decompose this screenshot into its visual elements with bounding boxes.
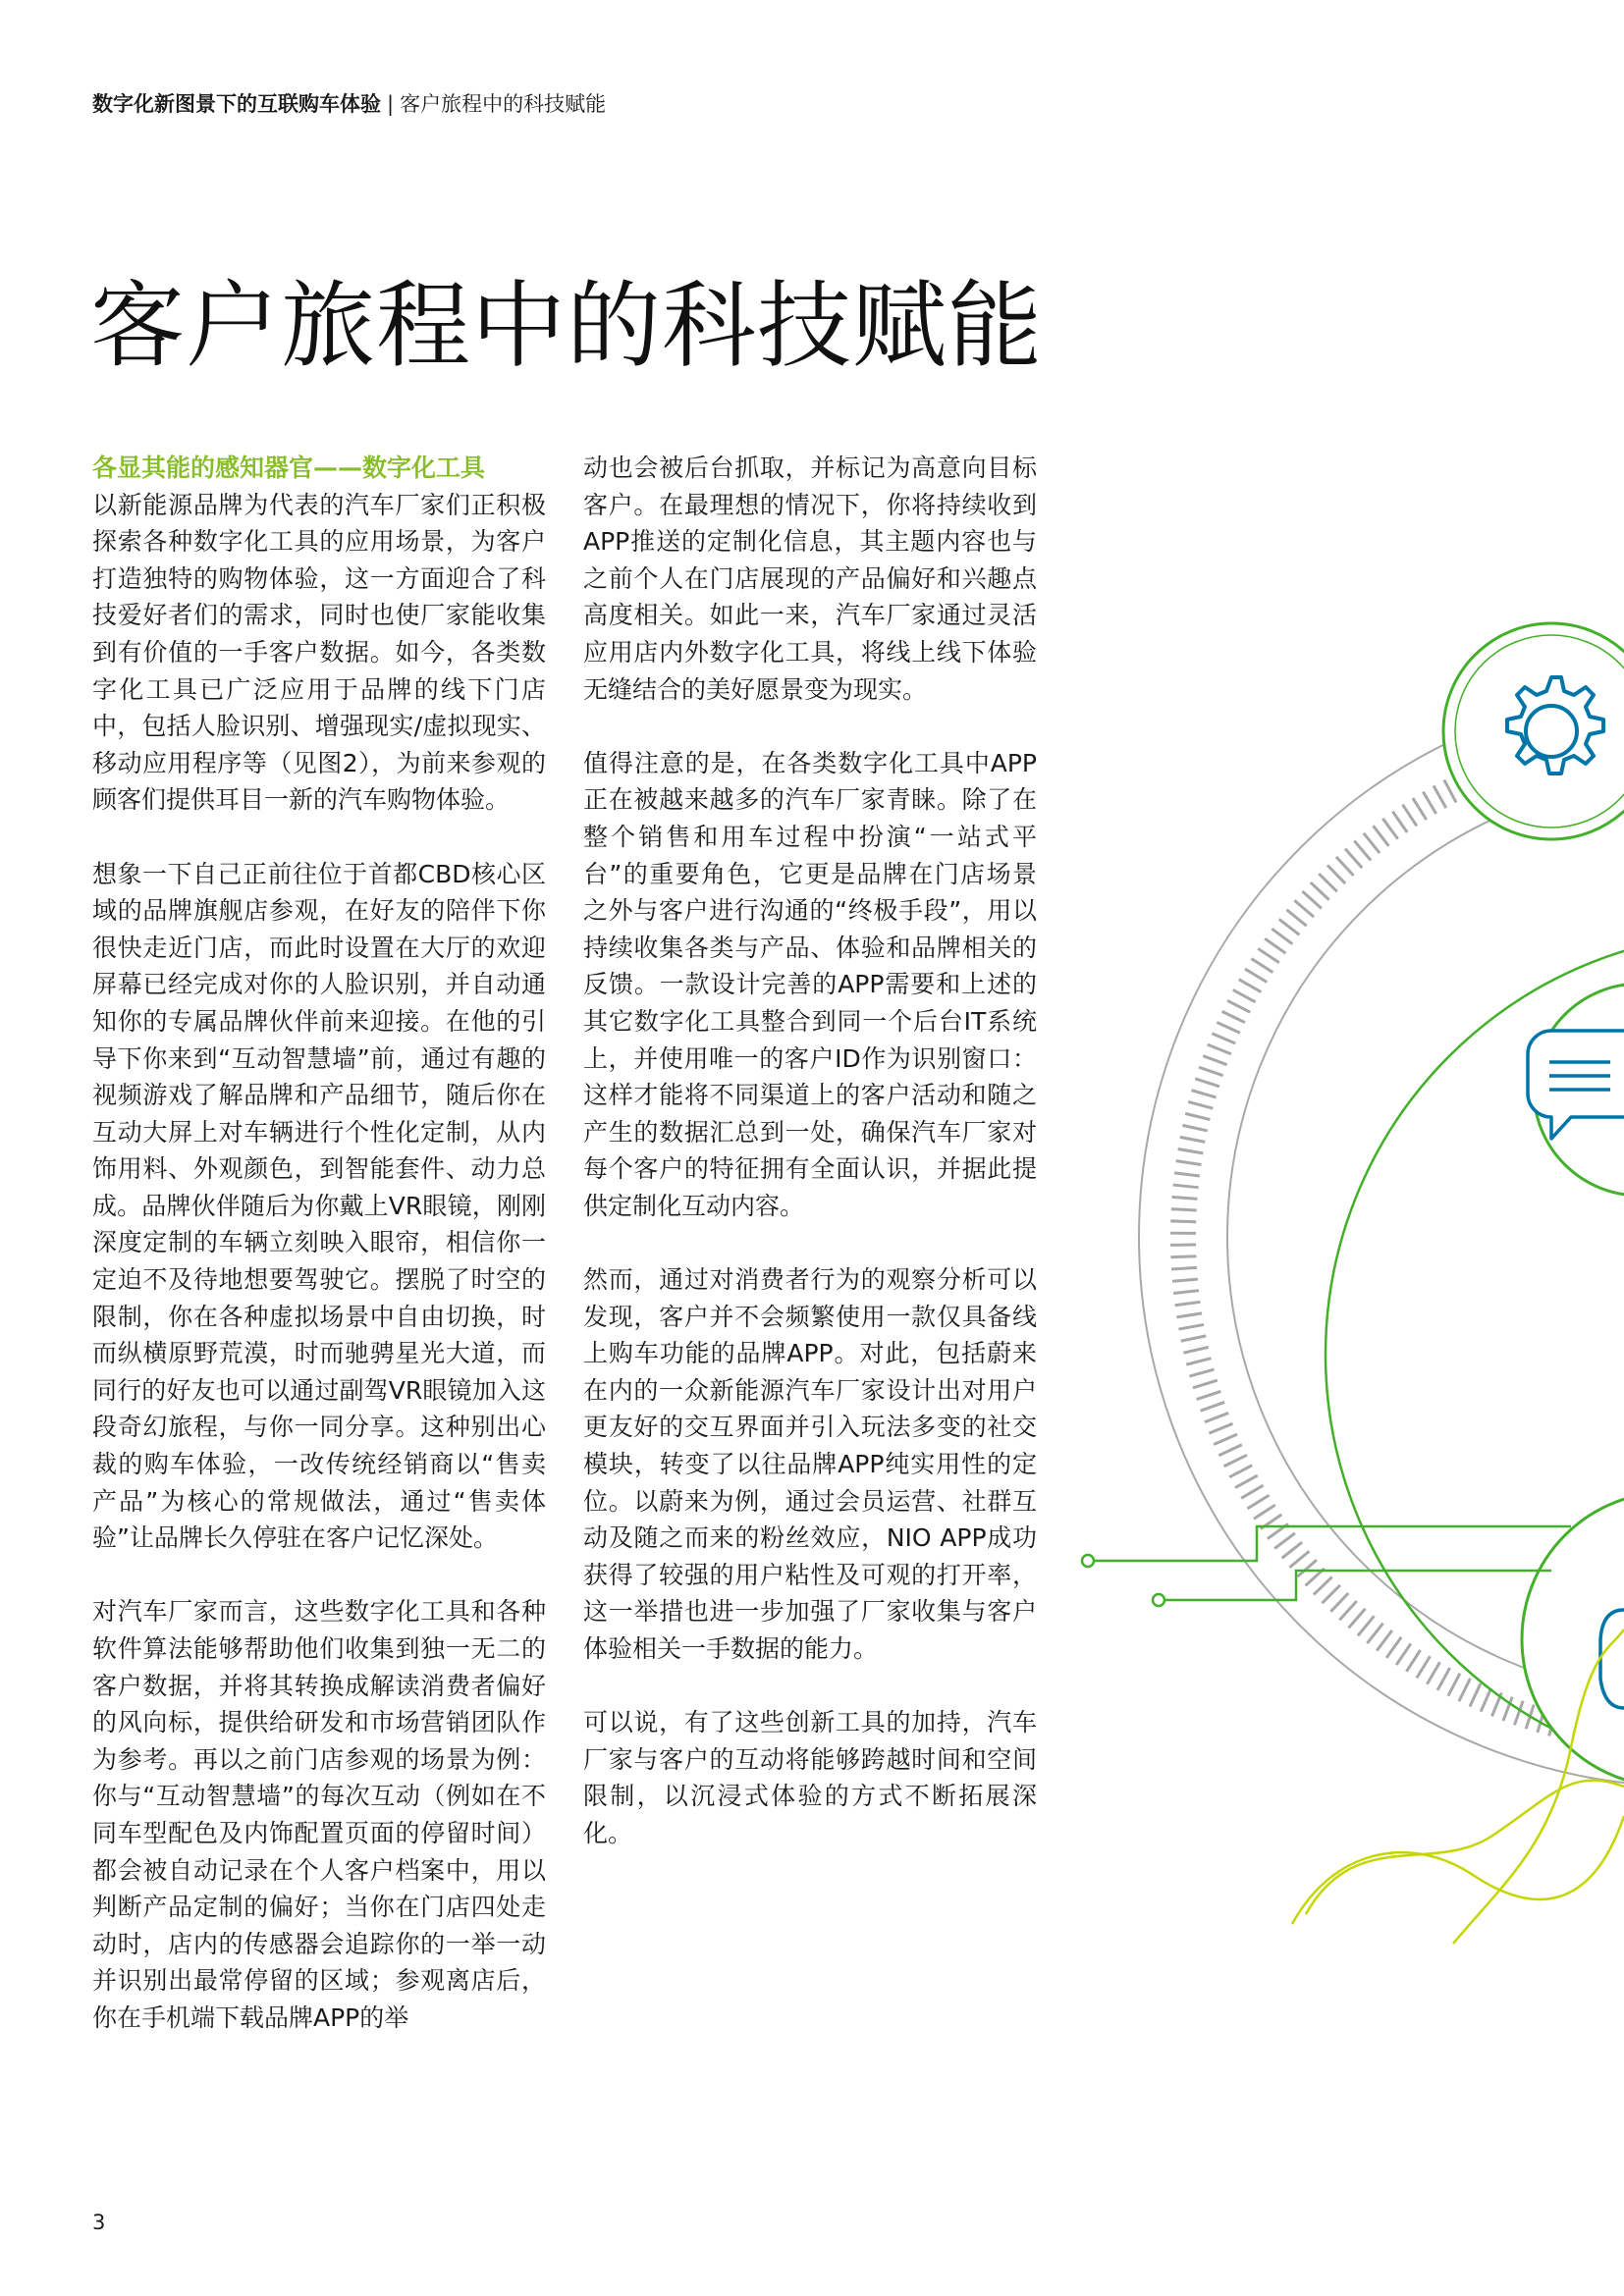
- paragraph-4: 动也会被后台抓取，并标记为高意向目标客户。在最理想的情况下，你将持续收到APP推送的定制化信息，其主题内容也与之前个人在门店展现的产品偏好和兴趣点高度相关。如此一来，汽车厂家通过灵活应用店内外数字化工具，将线上线下体验无缝结合的美好愿景变为现实。: [583, 454, 1037, 704]
- header-sub: 客户旅程中的科技赋能: [400, 92, 607, 116]
- header-main: 数字化新图景下的互联购车体验: [92, 92, 381, 116]
- paragraph-3: 对汽车厂家而言，这些数字化工具和各种软件算法能够帮助他们收集到独一无二的客户数据，并将其转换成解读消费者偏好的风向标，提供给研发和市场营销团队作为参考。再以之前门店参观的场景为例：你与“互动智慧墙”的每次互动（例如在不同车型配色及内饰配置页面的停留时间）都会被自动记录在个人客户档案中，用以判断产品定制的偏好；当你在门店四处走动时，店内的传感器会追踪你的一举一动并识别出最常停留的区域；参观离店后，你在手机端下载品牌APP的举: [92, 1597, 546, 2032]
- left-column: [92, 450, 546, 2073]
- page-number: 3: [92, 2211, 106, 2234]
- paragraph-6: 然而，通过对消费者行为的观察分析可以发现，客户并不会频繁使用一款仅具备线上购车功能的品牌APP。对此，包括蔚来在内的一众新能源汽车厂家设计出对用户更友好的交互界面并引入玩法多变的社交模块，转变了以往品牌APP纯实用性的定位。以蔚来为例，通过会员运营、社群互动及随之而来的粉丝效应，NIO APP成功获得了较强的用户粘性及可观的打开率，这一举措也进一步加强了厂家收集与客户体验相关一手数据的能力。: [583, 1265, 1037, 1663]
- page-title: 客户旅程中的科技赋能: [90, 271, 1043, 381]
- chat-node: [1528, 984, 1624, 1196]
- paragraph-7: 可以说，有了这些创新工具的加持，汽车厂家与客户的互动将能够跨越时间和空间限制，以沉浸式体验的方式不断拓展深化。: [583, 1708, 1037, 1847]
- right-column: [583, 450, 1037, 1889]
- running-header: [92, 90, 606, 118]
- header-separator: |: [387, 92, 395, 116]
- section-subheading: 各显其能的感知器官——数字化工具: [92, 454, 486, 482]
- tech-illustration: [1060, 609, 1624, 1983]
- circuit-lines: [1082, 1526, 1571, 1606]
- paragraph-2: 想象一下自己正前往位于首都CBD核心区域的品牌旗舰店参观，在好友的陪伴下你很快走近门店，而此时设置在大厅的欢迎屏幕已经完成对你的人脸识别，并自动通知你的专属品牌伙伴前来迎接。在他的引导下你来到“互动智慧墙”前，通过有趣的视频游戏了解品牌和产品细节，随后你在互动大屏上对车辆进行个性化定制，从内饰用料、外观颜色，到智能套件、动力总成。品牌伙伴随后为你戴上VR眼镜，刚刚深度定制的车辆立刻映入眼帘，相信你一定迫不及待地想要驾驶它。摆脱了时空的限制，你在各种虚拟场景中自由切换，时而纵横原野荒漠，时而驰骋星光大道，而同行的好友也可以通过副驾VR眼镜加入这段奇幻旅程，与你一同分享。这种别出心裁的购车体验，一改传统经销商以“售卖产品”为核心的常规做法，通过“售卖体验”让品牌长久停驻在客户记忆深处。: [92, 859, 546, 1553]
- paragraph-1-text: 以新能源品牌为代表的汽车厂家们正积极探索各种数字化工具的应用场景，为客户打造独特的购物体验，这一方面迎合了科技爱好者们的需求，同时也使厂家能收集到有价值的一手客户数据。如今，各类数字化工具已广泛应用于品牌的线下门店中，包括人脸识别、增强现实/虚拟现实、移动应用程序等（见图2），为前来参观的顾客们提供耳目一新的汽车购物体验。: [92, 490, 546, 815]
- paragraph-5: 值得注意的是，在各类数字化工具中APP正在被越来越多的汽车厂家青睐。除了在整个销售和用车过程中扮演“一站式平台”的重要角色，它更是品牌在门店场景之外与客户进行沟通的“终极手段”，用以持续收集各类与产品、体验和品牌相关的反馈。一款设计完善的APP需要和上述的其它数字化工具整合到同一个后台IT系统上，并使用唯一的客户ID作为识别窗口：这样才能将不同渠道上的客户活动和随之产生的数据汇总到一处，确保汽车厂家对每个客户的特征拥有全面认识，并据此提供定制化互动内容。: [583, 748, 1037, 1220]
- paragraph-1: [92, 450, 546, 819]
- gear-node: [1443, 623, 1624, 839]
